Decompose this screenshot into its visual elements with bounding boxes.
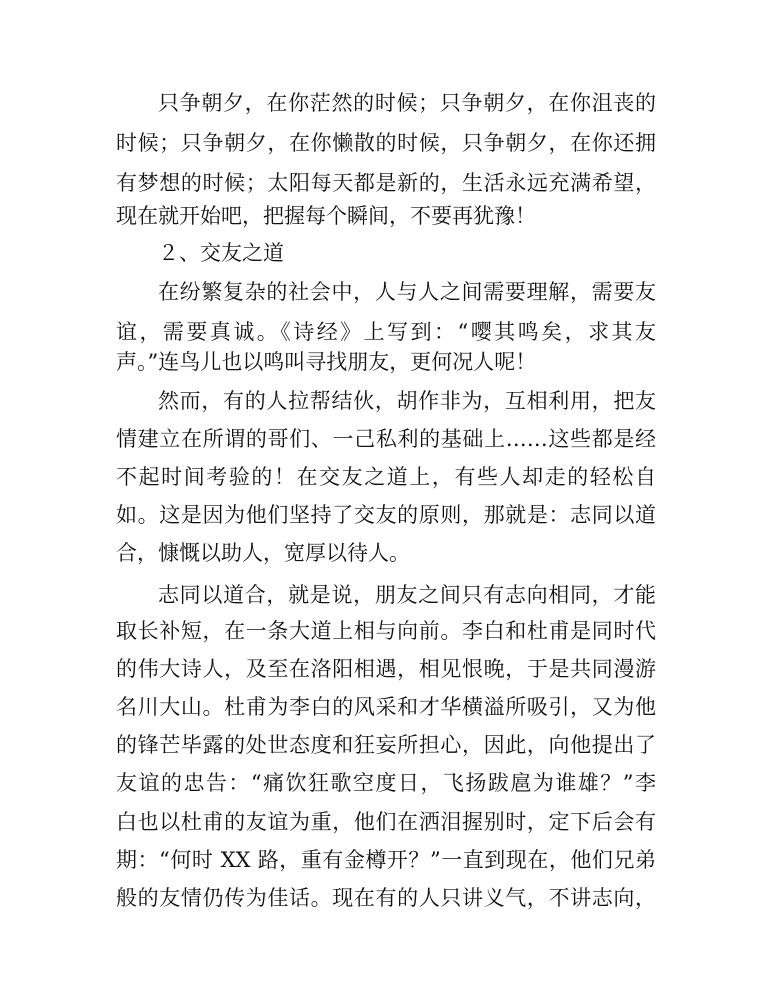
paragraph-line: 名川大山。杜甫为李白的风采和才华横溢所吸引，又为他 [116, 695, 656, 719]
paragraph-line: 时候；只争朝夕，在你懒散的时候，只争朝夕，在你还拥 [116, 131, 656, 155]
paragraph-line: 谊，需要真诚。《诗经》上写到：“嘤其鸣矣，求其友 [116, 320, 656, 344]
paragraph-line: 取长补短，在一条大道上相与向前。李白和杜甫是同时代 [116, 619, 656, 643]
paragraph-line: 现在就开始吧，把握每个瞬间，不要再犹豫！ [116, 204, 536, 228]
paragraph-line: 白也以杜甫的友谊为重，他们在洒泪握别时，定下后会有 [116, 810, 656, 834]
paragraph-line: 只争朝夕，在你茫然的时候；只争朝夕，在你沮丧的 [158, 91, 656, 115]
paragraph-line: 如。这是因为他们坚持了交友的原则，那就是：志同以道 [116, 503, 656, 527]
paragraph-line: 的锋芒毕露的处世态度和狂妄所担心，因此，向他提出了 [116, 733, 656, 757]
paragraph-line: 情建立在所谓的哥们、一己私利的基础上……这些都是经 [116, 427, 656, 451]
paragraph-line: 有梦想的时候；太阳每天都是新的，生活永远充满希望， [116, 171, 656, 195]
paragraph-line: 在纷繁复杂的社会中，人与人之间需要理解，需要友 [158, 280, 656, 304]
paragraph-line: 般的友情仍传为佳话。现在有的人只讲义气，不讲志向， [116, 886, 656, 910]
section-heading: ２、交友之道 [158, 241, 284, 265]
paragraph-line: 期：“何时 XX 路，重有金樽开？”一直到现在，他们兄弟 [116, 848, 656, 872]
paragraph-line: 不起时间考验的！在交友之道上，有些人却走的轻松自 [116, 465, 656, 489]
paragraph-line: 合，慷慨以助人，宽厚以待人。 [116, 541, 410, 565]
paragraph-line: 志同以道合，就是说，朋友之间只有志向相同，才能 [158, 583, 656, 607]
paragraph-line: 然而，有的人拉帮结伙，胡作非为，互相利用，把友 [158, 389, 656, 413]
paragraph-line: 声。”连鸟儿也以鸣叫寻找朋友，更何况人呢！ [116, 350, 537, 374]
paragraph-line: 的伟大诗人，及至在洛阳相遇，相见恨晚，于是共同漫游 [116, 657, 656, 681]
paragraph-line: 友谊的忠告：“痛饮狂歌空度日，飞扬跋扈为谁雄？”李 [116, 771, 656, 795]
